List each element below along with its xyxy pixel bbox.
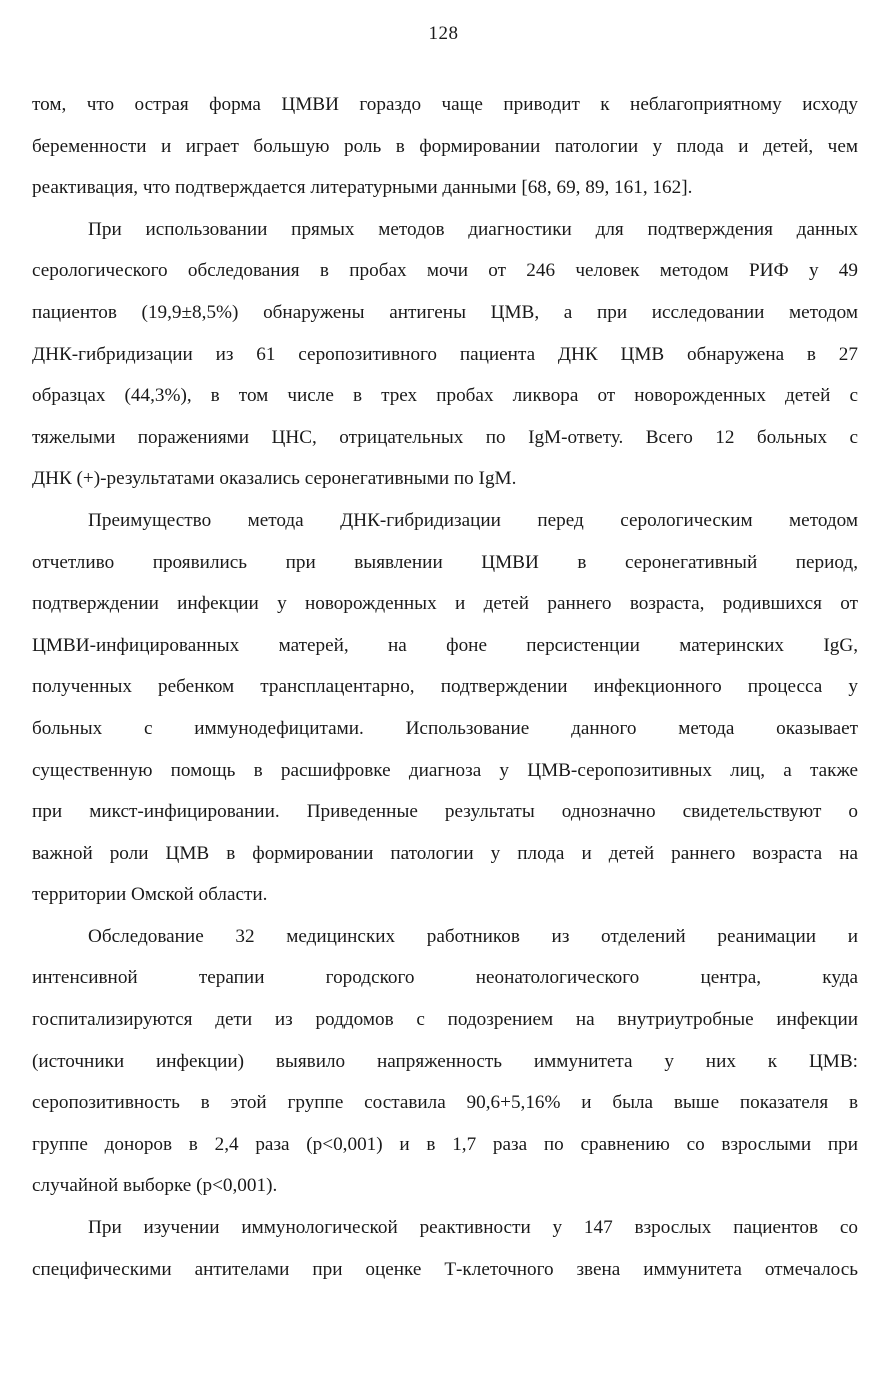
text-line: полученных ребенком трансплацентарно, подтверждении инфекционного процесса у (32, 676, 858, 698)
text-line: серопозитивность в этой группе составила 90,6+5,16% и была выше показателя в (32, 1092, 858, 1114)
text-line: тяжелыми поражениями ЦНС, отрицательных по IgM-ответу. Всего 12 больных с (32, 426, 858, 448)
text-line: подтверждении инфекции у новорожденных и детей раннего возраста, родившихся от (32, 593, 858, 615)
text-line: серологического обследования в пробах мочи от 246 человек методом РИФ у 49 (32, 260, 858, 282)
text-line: образцах (44,3%), в том числе в трех пробах ликвора от новорожденных детей с (32, 385, 858, 407)
paragraph (32, 1207, 858, 1290)
text-line: больных с иммунодефицитами. Использование данного метода оказывает (32, 717, 858, 739)
text-line: случайной выборке (p<0,001). (32, 1175, 278, 1197)
text-line: ЦМВИ-инфицированных матерей, на фоне персистенции материнских IgG, (32, 634, 858, 656)
text-line: госпитализируются дети из роддомов с подозрением на внутриутробные инфекции (32, 1009, 858, 1031)
text-line: При изучении иммунологической реактивности у 147 взрослых пациентов со (88, 1217, 858, 1239)
text-line: беременности и играет большую роль в формировании патологии у плода и детей, чем (32, 135, 858, 157)
text-line: ДНК (+)-результатами оказались серонегативными по IgM. (32, 468, 517, 490)
text-line: интенсивной терапии городского неонатологического центра, куда (32, 967, 858, 989)
text-line: При использовании прямых методов диагностики для подтверждения данных (88, 218, 858, 240)
text-line: Обследование 32 медицинских работников из отделений реанимации и (88, 925, 858, 947)
text-line: существенную помощь в расшифровке диагноза у ЦМВ-серопозитивных лиц, а также (32, 759, 858, 781)
text-line: важной роли ЦМВ в формировании патологии у плода и детей раннего возраста на (32, 842, 858, 864)
paragraph (32, 84, 858, 209)
text-line: (источники инфекции) выявило напряженность иммунитета у них к ЦМВ: (32, 1050, 858, 1072)
body-text (32, 84, 858, 1290)
text-line: отчетливо проявились при выявлении ЦМВИ в серонегативный период, (32, 551, 858, 573)
page-number: 128 (428, 23, 459, 44)
paragraph (32, 916, 858, 1207)
text-line: ДНК-гибридизации из 61 серопозитивного пациента ДНК ЦМВ обнаружена в 27 (32, 343, 858, 365)
text-line: при микст-инфицировании. Приведенные результаты однозначно свидетельствуют о (32, 801, 858, 823)
text-line: специфическими антителами при оценке Т-клеточного звена иммунитета отмечалось (32, 1258, 858, 1280)
paragraph (32, 209, 858, 500)
text-line: территории Омской области. (32, 884, 268, 906)
text-line: Преимущество метода ДНК-гибридизации перед серологическим методом (88, 509, 858, 531)
text-line: том, что острая форма ЦМВИ гораздо чаще приводит к неблагоприятному исходу (32, 94, 858, 115)
text-line: пациентов (19,9±8,5%) обнаружены антигены ЦМВ, а при исследовании методом (32, 301, 858, 323)
text-line: реактивация, что подтверждается литературными данными [68, 69, 89, 161, 162]. (32, 177, 693, 199)
paragraph (32, 500, 858, 916)
text-line: группе доноров в 2,4 раза (p<0,001) и в 1,7 раза по сравнению со взрослыми при (32, 1133, 858, 1155)
